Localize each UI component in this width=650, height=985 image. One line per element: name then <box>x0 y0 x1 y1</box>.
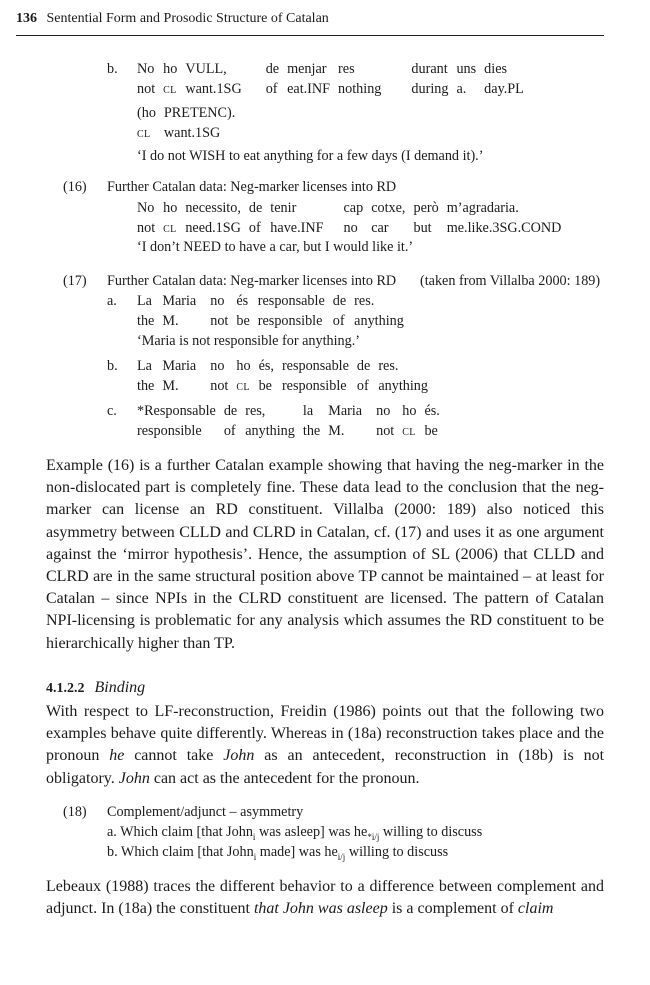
example-17-title: Further Catalan data: Neg-marker licenses into RD <box>107 273 397 289</box>
index: i <box>252 831 256 842</box>
text-run: With respect to LF-reconstruction, Freidin (1986) points out that the following two examples behave quite differently. Whereas in (18a) reconstruction takes place and the pronoun <box>46 703 604 765</box>
word: No <box>137 200 155 216</box>
gloss: eat.INF <box>287 81 331 97</box>
gloss: have.INF <box>270 220 324 236</box>
gloss: cl <box>163 220 177 236</box>
gloss: cl <box>137 125 151 141</box>
gloss: not <box>137 220 156 236</box>
word: PRETENC). <box>163 105 236 121</box>
word: (ho <box>137 105 156 121</box>
word: ho <box>402 403 417 419</box>
gloss: of <box>356 378 369 394</box>
text-run: cannot take <box>124 747 224 765</box>
running-header <box>16 11 604 36</box>
word: ho <box>163 200 178 216</box>
section-title: Binding <box>94 679 146 696</box>
gloss: be <box>236 313 250 329</box>
gloss: day.PL <box>484 81 524 97</box>
word: ho <box>236 358 251 374</box>
example-18-number: (18) <box>63 804 87 820</box>
word: de <box>356 358 371 374</box>
body-paragraph-1 <box>46 455 604 655</box>
emphasis: that John was asleep <box>253 900 388 918</box>
example-16-number: (16) <box>63 179 87 195</box>
text-run: was asleep] was he <box>255 824 368 840</box>
gloss: the <box>137 313 155 329</box>
word: res. <box>354 293 375 309</box>
text-run: willing to discuss <box>345 844 449 860</box>
word: és, <box>258 358 274 374</box>
word: Maria <box>162 358 197 374</box>
body-paragraph-2 <box>46 701 604 790</box>
gloss: want.1SG <box>163 125 221 141</box>
word: és <box>236 293 249 309</box>
example-15b-translation: ‘I do not WISH to eat anything for a few days (I demand it).’ <box>137 148 484 164</box>
example-18b <box>107 844 448 862</box>
index: i/j <box>337 851 346 862</box>
example-17c-label: c. <box>107 403 117 419</box>
gloss: anything <box>245 423 295 439</box>
word: cap <box>343 200 364 216</box>
word: VULL, <box>185 61 227 77</box>
example-17b-label: b. <box>107 358 118 374</box>
word: no <box>210 293 225 309</box>
gloss: of <box>265 81 278 97</box>
example-16-title: Further Catalan data: Neg-marker licenses into RD <box>107 179 397 195</box>
example-17b-gloss <box>137 356 436 396</box>
word: La <box>137 293 152 309</box>
text-run: as an antecedent, reconstruction in (18b) is not obligatory. <box>46 747 605 787</box>
gloss: responsible <box>281 378 347 394</box>
gloss: cl <box>163 81 177 97</box>
text-run: made] was he <box>256 844 338 860</box>
text-run: a. Which claim [that John <box>107 824 253 840</box>
emphasis: John <box>223 747 255 765</box>
word: necessito, <box>185 200 241 216</box>
gloss: no <box>343 220 358 236</box>
word: res <box>338 61 355 77</box>
example-17-number: (17) <box>63 273 87 289</box>
example-17a-gloss <box>137 291 412 331</box>
gloss: anything <box>354 313 404 329</box>
text-run: can act as the antecedent for the pronoun. <box>149 769 420 787</box>
gloss: the <box>302 423 321 439</box>
example-15b-label: b. <box>107 61 118 77</box>
word: no <box>376 403 391 419</box>
gloss: me.like.3SG.COND <box>446 220 562 236</box>
example-16-gloss <box>137 198 569 238</box>
word: la <box>302 403 314 419</box>
word: de <box>223 403 238 419</box>
example-17c-gloss <box>137 401 448 441</box>
word: responsable <box>281 358 349 374</box>
gloss: not <box>210 378 229 394</box>
text-run: Lebeaux (1988) traces the different behavior to a difference between complement and adjunct. In (18a) the constituent <box>46 878 604 918</box>
text-run: is a complement of <box>387 900 518 918</box>
example-15b-gloss-2 <box>137 103 243 143</box>
word: No <box>137 61 155 77</box>
example-17a-translation: ‘Maria is not responsible for anything.’ <box>137 333 361 349</box>
gloss: of <box>223 423 236 439</box>
section-heading <box>46 679 145 697</box>
example-17a-label: a. <box>107 293 117 309</box>
word: responsable <box>257 293 325 309</box>
gloss: be <box>258 378 272 394</box>
gloss: need.1SG <box>185 220 241 236</box>
body-paragraph-3 <box>46 876 604 920</box>
gloss: of <box>248 220 261 236</box>
word: res. <box>378 358 399 374</box>
word: dies <box>484 61 508 77</box>
word: durant <box>411 61 448 77</box>
gloss: during <box>411 81 449 97</box>
paragraph-text: Example (16) is a further Catalan example showing that having the neg-marker in the non-dislocated part is completely fine. These data lead to the conclusion that the neg-marker can license an RD constituent. Villalba (2000: 189) also noticed this asymmetry between CLLD and CLRD in Catalan, cf. (17) and uses it as one argument against the ‘mirror hypothesis’. Hence, the assumption of SL (2006) that CLLD and CLRD are in the same structural position above TP cannot be maintained – at least for Catalan – since NPIs in the CLRD constituent are licensed. The pattern of Catalan NPI-licensing is problematic for any analysis which assumes the RD constituent to be hierarchically higher than TP. <box>46 457 604 652</box>
example-17-source: (taken from Villalba 2000: 189) <box>420 273 601 289</box>
gloss: nothing <box>338 81 382 97</box>
example-16-translation: ‘I don’t NEED to have a car, but I would like it.’ <box>137 239 414 255</box>
word: Maria <box>328 403 363 419</box>
gloss: of <box>332 313 345 329</box>
gloss: cl <box>402 423 416 439</box>
word: no <box>210 358 225 374</box>
gloss: responsible <box>137 423 202 439</box>
gloss: not <box>137 81 156 97</box>
gloss: car <box>371 220 389 236</box>
word: La <box>137 358 152 374</box>
example-15b-gloss-1 <box>137 59 532 99</box>
emphasis: he <box>109 747 125 765</box>
word: m’agradaria. <box>446 200 519 216</box>
word: però <box>413 200 439 216</box>
example-18a <box>107 824 482 842</box>
section-number: 4.1.2.2 <box>46 681 85 696</box>
example-18-title: Complement/adjunct – asymmetry <box>107 804 304 820</box>
gloss: M. <box>328 423 345 439</box>
running-title: Sentential Form and Prosodic Structure of Catalan <box>46 11 329 26</box>
emphasis: claim <box>517 900 554 918</box>
word: cotxe, <box>371 200 406 216</box>
word: de <box>332 293 347 309</box>
gloss: not <box>210 313 229 329</box>
gloss: not <box>376 423 395 439</box>
gloss: M. <box>162 313 179 329</box>
word: de <box>265 61 280 77</box>
word: tenir <box>270 200 297 216</box>
gloss: want.1SG <box>185 81 242 97</box>
word: Maria <box>162 293 197 309</box>
text-run: willing to discuss <box>379 824 483 840</box>
word: de <box>248 200 263 216</box>
gloss: M. <box>162 378 179 394</box>
gloss: anything <box>378 378 428 394</box>
gloss: a. <box>456 81 467 97</box>
text-run: b. Which claim [that John <box>107 844 254 860</box>
gloss: but <box>413 220 432 236</box>
gloss: be <box>424 423 438 439</box>
gloss: the <box>137 378 155 394</box>
page-number: 136 <box>16 11 37 26</box>
gloss: cl <box>236 378 250 394</box>
gloss: responsible <box>257 313 323 329</box>
emphasis: John <box>118 769 150 787</box>
word: *Responsable <box>137 403 216 419</box>
word: res, <box>245 403 266 419</box>
index: i <box>253 851 257 862</box>
word: uns <box>456 61 477 77</box>
word: és. <box>424 403 440 419</box>
index: *i/j <box>367 831 380 842</box>
word: menjar <box>287 61 327 77</box>
word: ho <box>163 61 178 77</box>
